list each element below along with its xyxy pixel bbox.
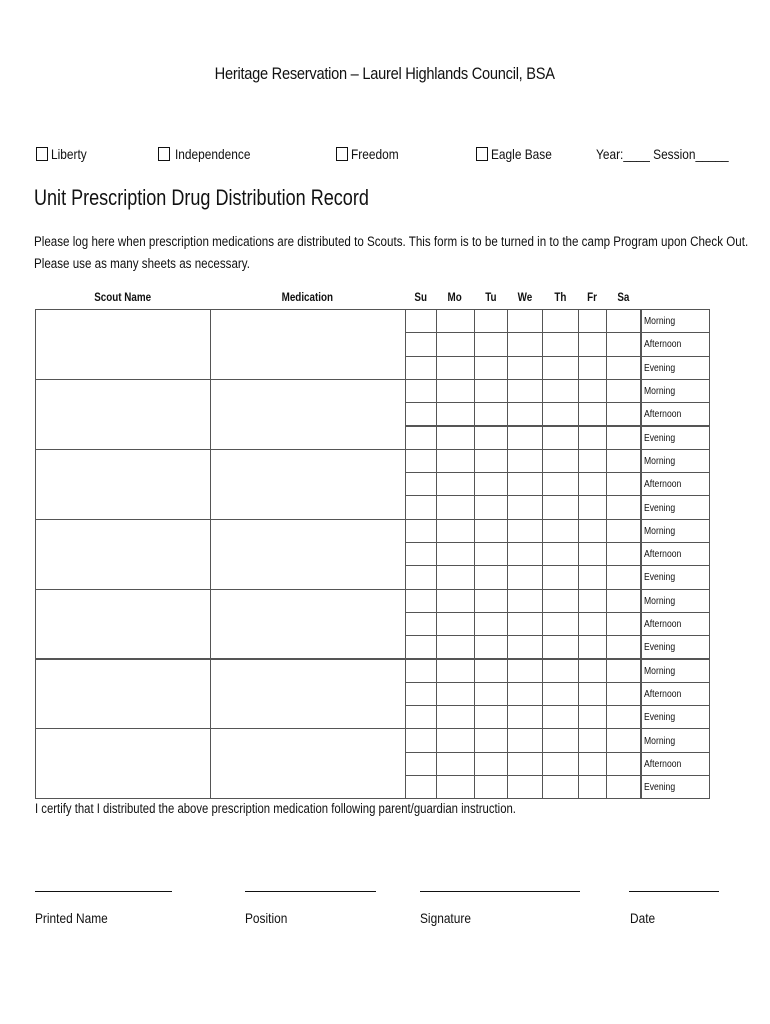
dose-checkbox-cell[interactable] xyxy=(578,519,607,543)
time-of-day-text: Evening xyxy=(644,711,676,724)
dose-checkbox-cell[interactable] xyxy=(507,635,543,659)
dose-checkbox-cell[interactable] xyxy=(405,589,437,613)
dose-checkbox-cell[interactable] xyxy=(542,449,579,473)
time-of-day-text: Evening xyxy=(644,571,676,584)
dose-checkbox-cell[interactable] xyxy=(578,635,607,659)
signature-label xyxy=(420,910,480,926)
time-of-day-text: Afternoon xyxy=(644,757,682,770)
dose-checkbox-cell[interactable] xyxy=(542,682,579,706)
dose-checkbox-cell[interactable] xyxy=(578,565,607,589)
time-of-day-label xyxy=(641,775,710,799)
dose-checkbox-cell[interactable] xyxy=(578,542,607,566)
dose-checkbox-cell[interactable] xyxy=(474,728,508,752)
time-of-day-label xyxy=(641,752,710,776)
independence-label: Independence xyxy=(175,146,251,162)
time-of-day-label xyxy=(641,565,710,589)
scout-name-cell[interactable] xyxy=(35,309,211,380)
dose-checkbox-cell[interactable] xyxy=(405,309,437,333)
year-session-text: Year:____ Session_____ xyxy=(596,146,729,162)
day-header-text: Mo xyxy=(447,290,463,304)
dose-checkbox-cell[interactable] xyxy=(606,332,641,356)
day-header-text: Su xyxy=(414,290,427,304)
day-header-th xyxy=(542,290,578,304)
time-of-day-label xyxy=(641,495,710,519)
scout-name-cell[interactable] xyxy=(35,728,211,799)
scout-name-cell[interactable] xyxy=(35,589,211,660)
dose-checkbox-cell[interactable] xyxy=(507,426,543,450)
dose-checkbox-cell[interactable] xyxy=(542,752,579,776)
position-label xyxy=(245,910,295,926)
dose-checkbox-cell[interactable] xyxy=(436,519,475,543)
time-of-day-text: Afternoon xyxy=(644,687,682,700)
printed-name-text: Printed Name xyxy=(35,910,108,926)
dose-checkbox-cell[interactable] xyxy=(606,659,641,683)
dose-checkbox-cell[interactable] xyxy=(405,565,437,589)
dose-checkbox-cell[interactable] xyxy=(542,519,579,543)
liberty-checkbox[interactable] xyxy=(36,147,48,161)
dose-checkbox-cell[interactable] xyxy=(474,519,508,543)
medication-cell[interactable] xyxy=(210,659,406,730)
dose-checkbox-cell[interactable] xyxy=(606,472,641,496)
dose-checkbox-cell[interactable] xyxy=(436,426,475,450)
day-header-su xyxy=(405,290,436,304)
eagle-base-label: Eagle Base xyxy=(491,146,552,162)
time-of-day-label xyxy=(641,449,710,473)
dose-checkbox-cell[interactable] xyxy=(436,472,475,496)
dose-checkbox-cell[interactable] xyxy=(578,495,607,519)
time-of-day-text: Morning xyxy=(644,734,676,747)
signature-text: Signature xyxy=(420,910,471,926)
document-title xyxy=(34,185,442,211)
dose-checkbox-cell[interactable] xyxy=(542,356,579,380)
dose-checkbox-cell[interactable] xyxy=(507,519,543,543)
medication-cell[interactable] xyxy=(210,728,406,799)
day-header-text: Th xyxy=(553,290,567,304)
dose-checkbox-cell[interactable] xyxy=(542,775,579,799)
dose-checkbox-cell[interactable] xyxy=(405,612,437,636)
year-session-field[interactable] xyxy=(596,146,752,162)
instructions-line-1: Please log here when prescription medications are distributed to Scouts. This form is to be turned in to the camp Program upon Check Out. xyxy=(34,234,749,249)
camp-option-eagle-base[interactable] xyxy=(476,146,563,162)
time-of-day-label xyxy=(641,659,710,683)
dose-checkbox-cell[interactable] xyxy=(474,705,508,729)
eagle-base-checkbox[interactable] xyxy=(476,147,488,161)
dose-checkbox-cell[interactable] xyxy=(542,705,579,729)
dose-checkbox-cell[interactable] xyxy=(436,635,475,659)
dose-checkbox-cell[interactable] xyxy=(606,449,641,473)
dose-checkbox-cell[interactable] xyxy=(405,705,437,729)
medication-cell[interactable] xyxy=(210,379,406,450)
dose-checkbox-cell[interactable] xyxy=(507,752,543,776)
scout-name-cell[interactable] xyxy=(35,449,211,520)
dose-checkbox-cell[interactable] xyxy=(507,705,543,729)
dose-checkbox-cell[interactable] xyxy=(507,542,543,566)
dose-checkbox-cell[interactable] xyxy=(606,356,641,380)
medication-cell[interactable] xyxy=(210,449,406,520)
dose-checkbox-cell[interactable] xyxy=(436,565,475,589)
dose-checkbox-cell[interactable] xyxy=(578,472,607,496)
dose-checkbox-cell[interactable] xyxy=(542,495,579,519)
dose-checkbox-cell[interactable] xyxy=(474,426,508,450)
date-text: Date xyxy=(630,910,656,926)
dose-checkbox-cell[interactable] xyxy=(578,705,607,729)
dose-checkbox-cell[interactable] xyxy=(507,565,543,589)
time-of-day-text: Evening xyxy=(644,361,676,374)
dose-checkbox-cell[interactable] xyxy=(606,565,641,589)
dose-checkbox-cell[interactable] xyxy=(578,449,607,473)
time-of-day-text: Evening xyxy=(644,431,676,444)
medication-cell[interactable] xyxy=(210,309,406,380)
time-of-day-text: Morning xyxy=(644,454,676,467)
dose-checkbox-cell[interactable] xyxy=(578,379,607,403)
day-header-mo xyxy=(436,290,474,304)
dose-checkbox-cell[interactable] xyxy=(436,589,475,613)
dose-checkbox-cell[interactable] xyxy=(606,379,641,403)
time-of-day-text: Evening xyxy=(644,501,676,514)
dose-checkbox-cell[interactable] xyxy=(474,752,508,776)
instructions xyxy=(34,231,770,275)
dose-checkbox-cell[interactable] xyxy=(606,752,641,776)
time-of-day-label xyxy=(641,426,710,450)
signature-line[interactable] xyxy=(420,891,580,892)
dose-checkbox-cell[interactable] xyxy=(542,472,579,496)
dose-checkbox-cell[interactable] xyxy=(405,682,437,706)
dose-checkbox-cell[interactable] xyxy=(436,402,475,426)
time-of-day-label xyxy=(641,356,710,380)
dose-checkbox-cell[interactable] xyxy=(542,309,579,333)
dose-checkbox-cell[interactable] xyxy=(507,612,543,636)
position-line[interactable] xyxy=(245,891,376,892)
dose-checkbox-cell[interactable] xyxy=(405,356,437,380)
freedom-checkbox[interactable] xyxy=(336,147,348,161)
time-of-day-text: Morning xyxy=(644,315,676,328)
dose-checkbox-cell[interactable] xyxy=(436,356,475,380)
dose-checkbox-cell[interactable] xyxy=(436,705,475,729)
time-of-day-text: Evening xyxy=(644,641,676,654)
dose-checkbox-cell[interactable] xyxy=(405,659,437,683)
certification-statement xyxy=(35,801,608,816)
dose-checkbox-cell[interactable] xyxy=(405,449,437,473)
time-of-day-label xyxy=(641,309,710,333)
dose-checkbox-cell[interactable] xyxy=(474,565,508,589)
dose-checkbox-cell[interactable] xyxy=(507,682,543,706)
time-of-day-text: Afternoon xyxy=(644,478,682,491)
dose-checkbox-cell[interactable] xyxy=(578,682,607,706)
dose-checkbox-cell[interactable] xyxy=(474,332,508,356)
dose-checkbox-cell[interactable] xyxy=(578,426,607,450)
dose-checkbox-cell[interactable] xyxy=(507,472,543,496)
day-header-text: Fr xyxy=(587,290,597,304)
dose-checkbox-cell[interactable] xyxy=(436,682,475,706)
dose-checkbox-cell[interactable] xyxy=(436,449,475,473)
scout-name-header-text: Scout Name xyxy=(94,290,151,304)
dose-checkbox-cell[interactable] xyxy=(542,659,579,683)
time-of-day-label xyxy=(641,728,710,752)
dose-checkbox-cell[interactable] xyxy=(606,775,641,799)
dose-checkbox-cell[interactable] xyxy=(507,402,543,426)
dose-checkbox-cell[interactable] xyxy=(578,332,607,356)
dose-checkbox-cell[interactable] xyxy=(474,402,508,426)
certification-text: I certify that I distributed the above prescription medication following parent/guardian instruction. xyxy=(35,801,516,816)
time-of-day-label xyxy=(641,332,710,356)
medication-cell[interactable] xyxy=(210,519,406,590)
dose-checkbox-cell[interactable] xyxy=(405,379,437,403)
day-header-sa xyxy=(606,290,640,304)
day-header-text: Sa xyxy=(616,290,630,304)
dose-checkbox-cell[interactable] xyxy=(578,356,607,380)
dose-checkbox-cell[interactable] xyxy=(542,635,579,659)
dose-checkbox-cell[interactable] xyxy=(507,309,543,333)
camp-option-liberty[interactable] xyxy=(36,146,93,162)
dose-checkbox-cell[interactable] xyxy=(606,402,641,426)
time-of-day-label xyxy=(641,589,710,613)
independence-checkbox[interactable] xyxy=(158,147,170,161)
dose-checkbox-cell[interactable] xyxy=(606,705,641,729)
time-of-day-label xyxy=(641,635,710,659)
dose-checkbox-cell[interactable] xyxy=(436,775,475,799)
dose-checkbox-cell[interactable] xyxy=(405,472,437,496)
liberty-label: Liberty xyxy=(51,146,87,162)
medication-header-text: Medication xyxy=(281,290,334,304)
medication-header xyxy=(210,290,405,304)
dose-checkbox-cell[interactable] xyxy=(542,565,579,589)
scout-name-cell[interactable] xyxy=(35,519,211,590)
dose-checkbox-cell[interactable] xyxy=(507,728,543,752)
dose-checkbox-cell[interactable] xyxy=(578,775,607,799)
dose-checkbox-cell[interactable] xyxy=(606,309,641,333)
dose-checkbox-cell[interactable] xyxy=(507,659,543,683)
dose-checkbox-cell[interactable] xyxy=(578,612,607,636)
dose-checkbox-cell[interactable] xyxy=(436,752,475,776)
camp-option-freedom[interactable] xyxy=(336,146,407,162)
dose-checkbox-cell[interactable] xyxy=(578,752,607,776)
dose-checkbox-cell[interactable] xyxy=(405,752,437,776)
time-of-day-text: Afternoon xyxy=(644,338,682,351)
time-of-day-label xyxy=(641,542,710,566)
dose-checkbox-cell[interactable] xyxy=(474,635,508,659)
dose-checkbox-cell[interactable] xyxy=(606,612,641,636)
day-header-text: We xyxy=(517,290,532,304)
dose-checkbox-cell[interactable] xyxy=(405,426,437,450)
time-of-day-text: Afternoon xyxy=(644,618,682,631)
dose-checkbox-cell[interactable] xyxy=(474,309,508,333)
dose-checkbox-cell[interactable] xyxy=(542,612,579,636)
dose-checkbox-cell[interactable] xyxy=(405,542,437,566)
time-of-day-text: Morning xyxy=(644,664,676,677)
time-of-day-label xyxy=(641,472,710,496)
dose-checkbox-cell[interactable] xyxy=(436,728,475,752)
dose-checkbox-cell[interactable] xyxy=(405,495,437,519)
printed-name-label xyxy=(35,910,121,926)
time-of-day-label xyxy=(641,682,710,706)
day-header-we xyxy=(507,290,542,304)
dose-checkbox-cell[interactable] xyxy=(405,728,437,752)
time-of-day-label xyxy=(641,705,710,729)
dose-checkbox-cell[interactable] xyxy=(606,519,641,543)
dose-checkbox-cell[interactable] xyxy=(606,682,641,706)
dose-checkbox-cell[interactable] xyxy=(474,775,508,799)
time-of-day-label xyxy=(641,402,710,426)
dose-checkbox-cell[interactable] xyxy=(542,728,579,752)
dose-checkbox-cell[interactable] xyxy=(542,589,579,613)
medication-cell[interactable] xyxy=(210,589,406,660)
time-of-day-text: Evening xyxy=(644,781,676,794)
dose-checkbox-cell[interactable] xyxy=(474,682,508,706)
scout-name-cell[interactable] xyxy=(35,379,211,450)
time-of-day-label xyxy=(641,612,710,636)
dose-checkbox-cell[interactable] xyxy=(436,495,475,519)
time-of-day-label xyxy=(641,379,710,403)
day-header-fr xyxy=(578,290,606,304)
dose-checkbox-cell[interactable] xyxy=(405,332,437,356)
dose-checkbox-cell[interactable] xyxy=(474,589,508,613)
time-of-day-text: Morning xyxy=(644,524,676,537)
dose-checkbox-cell[interactable] xyxy=(405,519,437,543)
dose-checkbox-cell[interactable] xyxy=(507,332,543,356)
header-title-text: Heritage Reservation – Laurel Highlands Council, BSA xyxy=(214,64,556,83)
dose-checkbox-cell[interactable] xyxy=(436,612,475,636)
scout-name-header xyxy=(35,290,210,304)
dose-checkbox-cell[interactable] xyxy=(507,356,543,380)
dose-checkbox-cell[interactable] xyxy=(542,379,579,403)
dose-checkbox-cell[interactable] xyxy=(507,449,543,473)
dose-checkbox-cell[interactable] xyxy=(507,589,543,613)
date-label xyxy=(630,910,660,926)
dose-checkbox-cell[interactable] xyxy=(507,379,543,403)
dose-checkbox-cell[interactable] xyxy=(542,542,579,566)
dose-checkbox-cell[interactable] xyxy=(405,635,437,659)
dose-checkbox-cell[interactable] xyxy=(474,472,508,496)
dose-checkbox-cell[interactable] xyxy=(578,728,607,752)
dose-checkbox-cell[interactable] xyxy=(542,402,579,426)
dose-checkbox-cell[interactable] xyxy=(578,402,607,426)
dose-checkbox-cell[interactable] xyxy=(474,659,508,683)
dose-checkbox-cell[interactable] xyxy=(405,775,437,799)
dose-checkbox-cell[interactable] xyxy=(474,379,508,403)
document-title-text: Unit Prescription Drug Distribution Record xyxy=(34,185,369,210)
form-header-title xyxy=(0,64,770,84)
day-header-text: Tu xyxy=(484,290,497,304)
dose-checkbox-cell[interactable] xyxy=(606,426,641,450)
dose-checkbox-cell[interactable] xyxy=(474,495,508,519)
dose-checkbox-cell[interactable] xyxy=(606,635,641,659)
dose-checkbox-cell[interactable] xyxy=(507,775,543,799)
dose-checkbox-cell[interactable] xyxy=(606,495,641,519)
dose-checkbox-cell[interactable] xyxy=(606,728,641,752)
dose-checkbox-cell[interactable] xyxy=(405,402,437,426)
dose-checkbox-cell[interactable] xyxy=(578,309,607,333)
dose-checkbox-cell[interactable] xyxy=(474,542,508,566)
time-of-day-text: Morning xyxy=(644,385,676,398)
time-of-day-label xyxy=(641,519,710,543)
date-line[interactable] xyxy=(629,891,719,892)
dose-checkbox-cell[interactable] xyxy=(474,612,508,636)
dose-checkbox-cell[interactable] xyxy=(507,495,543,519)
dose-checkbox-cell[interactable] xyxy=(606,542,641,566)
dose-checkbox-cell[interactable] xyxy=(436,379,475,403)
dose-checkbox-cell[interactable] xyxy=(606,589,641,613)
instructions-line-2: Please use as many sheets as necessary. xyxy=(34,256,250,271)
freedom-label: Freedom xyxy=(351,146,399,162)
dose-checkbox-cell[interactable] xyxy=(474,356,508,380)
dose-checkbox-cell[interactable] xyxy=(436,309,475,333)
dose-checkbox-cell[interactable] xyxy=(474,449,508,473)
dose-checkbox-cell[interactable] xyxy=(436,659,475,683)
time-of-day-text: Afternoon xyxy=(644,408,682,421)
scout-name-cell[interactable] xyxy=(35,659,211,730)
position-text: Position xyxy=(245,910,288,926)
dose-checkbox-cell[interactable] xyxy=(542,426,579,450)
time-of-day-text: Afternoon xyxy=(644,548,682,561)
camp-option-independence[interactable] xyxy=(158,146,264,162)
day-header-tu xyxy=(474,290,507,304)
dose-checkbox-cell[interactable] xyxy=(542,332,579,356)
dose-checkbox-cell[interactable] xyxy=(436,332,475,356)
dose-checkbox-cell[interactable] xyxy=(578,589,607,613)
time-of-day-text: Morning xyxy=(644,594,676,607)
dose-checkbox-cell[interactable] xyxy=(578,659,607,683)
printed-name-line[interactable] xyxy=(35,891,172,892)
dose-checkbox-cell[interactable] xyxy=(436,542,475,566)
